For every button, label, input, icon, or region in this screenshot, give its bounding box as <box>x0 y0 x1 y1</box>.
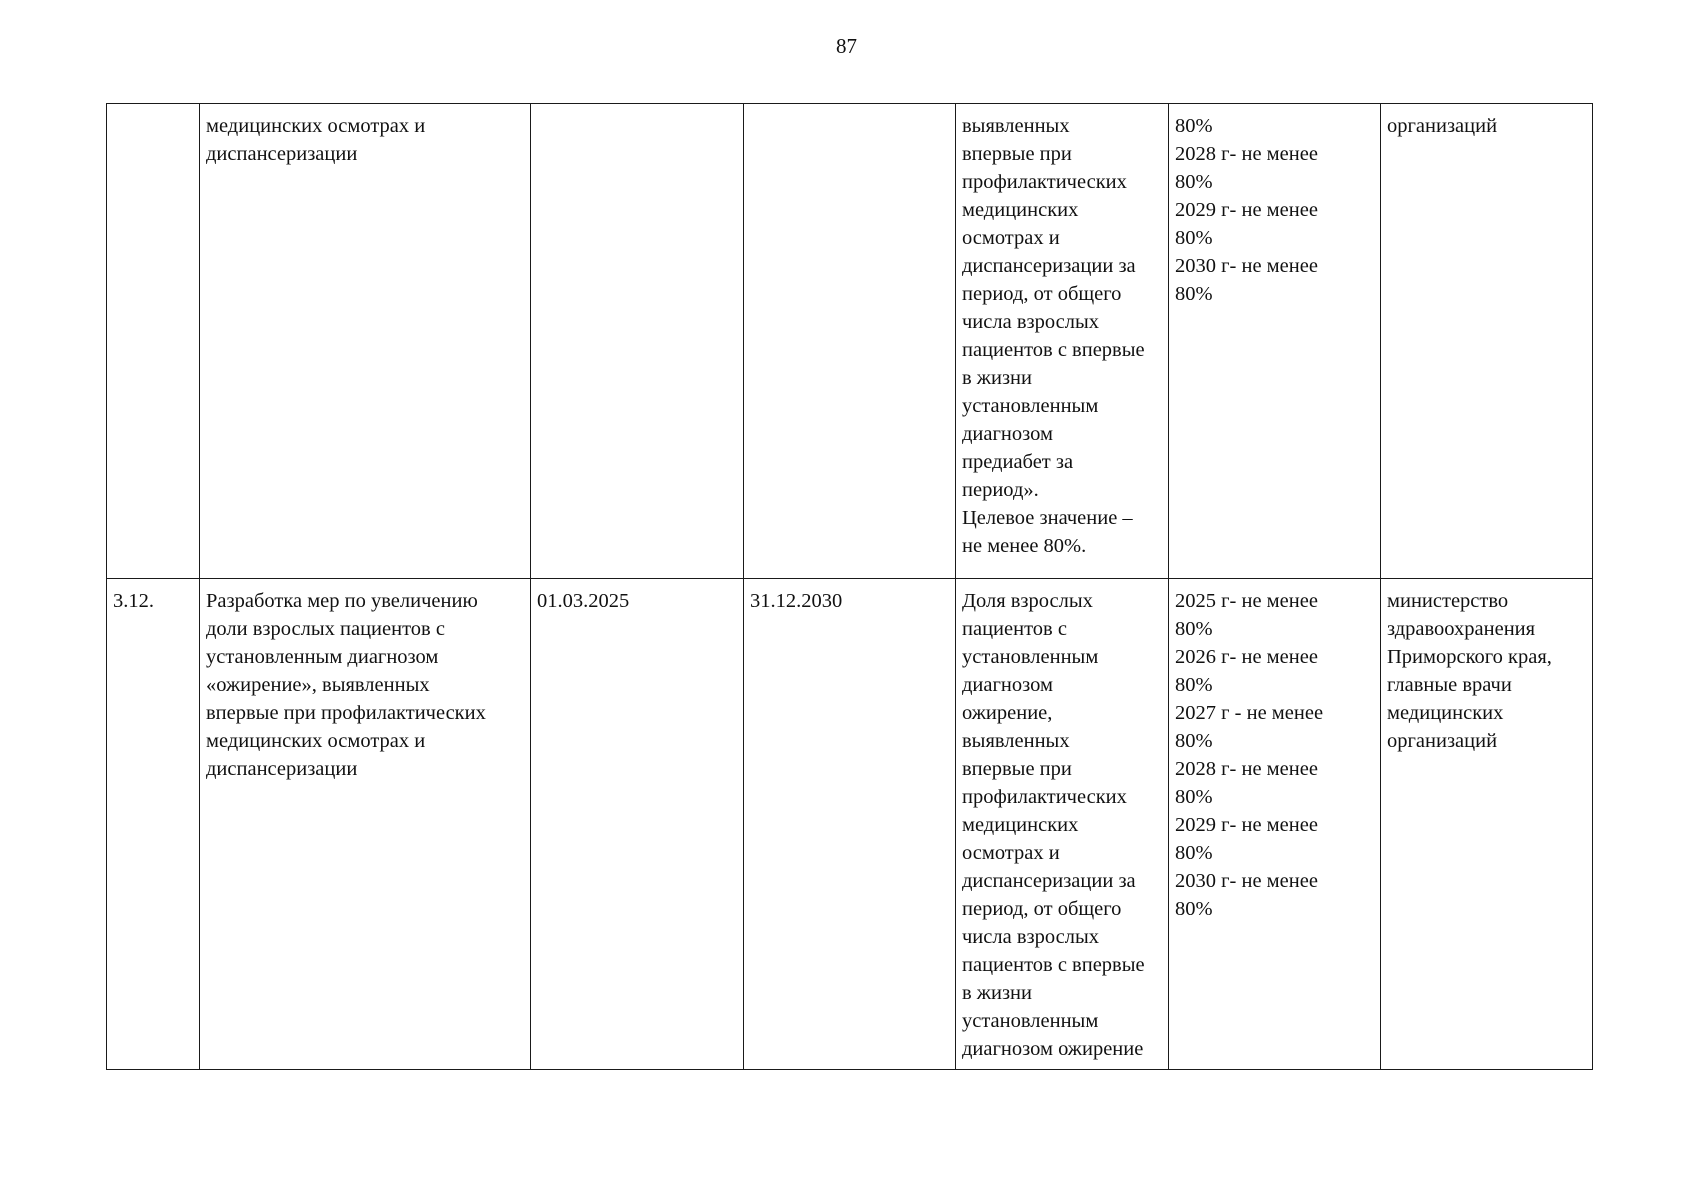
cell-text-line: впервые при <box>962 143 1072 165</box>
cell-text-line: 2028 г- не менее <box>1175 758 1318 780</box>
cell-text-line: диспансеризации <box>206 143 358 165</box>
cell-text-line: период». <box>962 479 1039 501</box>
cell-text-line: выявленных <box>962 115 1070 137</box>
cell-end-date: 31.12.2030 <box>744 579 956 1070</box>
cell-text-line: профилактических <box>962 786 1127 808</box>
cell-text-line: 2026 г- не менее <box>1175 646 1318 668</box>
cell-text-line: 80% <box>1175 115 1213 137</box>
cell-measure <box>200 579 531 1070</box>
cell-text-line: 80% <box>1175 227 1213 249</box>
cell-start-date <box>531 104 744 579</box>
cell-text-line: выявленных <box>962 730 1070 752</box>
cell-text-line: 80% <box>1175 842 1213 864</box>
cell-indicator <box>956 104 1169 579</box>
table-row <box>107 104 1593 579</box>
cell-text-line: 80% <box>1175 786 1213 808</box>
cell-end-date <box>744 104 956 579</box>
cell-target-values <box>1169 104 1381 579</box>
cell-text-line: диагнозом ожирение <box>962 1038 1144 1060</box>
cell-text-line: Приморского края, <box>1387 646 1552 668</box>
cell-text-line: 2030 г- не менее <box>1175 255 1318 277</box>
cell-text-line: Целевое значение – <box>962 507 1133 529</box>
cell-text-line: диспансеризации <box>206 758 358 780</box>
cell-text-line: установленным диагнозом <box>206 646 439 668</box>
cell-text-line: Доля взрослых <box>962 590 1093 612</box>
cell-text-line: организаций <box>1387 115 1498 137</box>
cell-text-line: 2028 г- не менее <box>1175 143 1318 165</box>
cell-text-line: 2025 г- не менее <box>1175 590 1318 612</box>
cell-text-line: медицинских осмотрах и <box>206 115 426 137</box>
cell-indicator <box>956 579 1169 1070</box>
cell-text-line: медицинских осмотрах и <box>206 730 426 752</box>
cell-text-line: диспансеризации за <box>962 255 1136 277</box>
cell-text-line: предиабет за <box>962 451 1074 473</box>
cell-text-line: 80% <box>1175 283 1213 305</box>
cell-text-line: медицинских <box>962 814 1079 836</box>
cell-text-line: пациентов с впервые <box>962 339 1145 361</box>
cell-start-date: 01.03.2025 <box>531 579 744 1070</box>
cell-text-line: 2027 г - не менее <box>1175 702 1324 724</box>
cell-text-line: 80% <box>1175 674 1213 696</box>
cell-measure <box>200 104 531 579</box>
cell-text-line: 2029 г- не менее <box>1175 199 1318 221</box>
cell-text-line: диагнозом <box>962 674 1053 696</box>
cell-text-line: 80% <box>1175 898 1213 920</box>
cell-text-line: здравоохранения <box>1387 618 1536 640</box>
cell-text-line: в жизни <box>962 982 1032 1004</box>
cell-responsible <box>1381 579 1593 1070</box>
cell-text-line: установленным <box>962 646 1099 668</box>
plan-table <box>106 103 1593 1070</box>
cell-text-line: 2029 г- не менее <box>1175 814 1318 836</box>
cell-text-line: осмотрах и <box>962 842 1060 864</box>
cell-text-line: не менее 80%. <box>962 535 1087 557</box>
cell-text-line: медицинских <box>962 199 1079 221</box>
cell-text-line: организаций <box>1387 730 1498 752</box>
page-number: 87 <box>836 34 857 58</box>
cell-text-line: период, от общего <box>962 283 1122 305</box>
cell-text-line: министерство <box>1387 590 1509 612</box>
cell-text-line: установленным <box>962 1010 1099 1032</box>
cell-text-line: впервые при <box>962 758 1072 780</box>
cell-text-line: профилактических <box>962 171 1127 193</box>
cell-text-line: Разработка мер по увеличению <box>206 590 478 612</box>
cell-text-line: 80% <box>1175 171 1213 193</box>
cell-text-line: пациентов с впервые <box>962 954 1145 976</box>
cell-text-line: «ожирение», выявленных <box>206 674 430 696</box>
cell-text-line: главные врачи <box>1387 674 1512 696</box>
cell-text-line: впервые при профилактических <box>206 702 486 724</box>
cell-text-line: медицинских <box>1387 702 1504 724</box>
cell-text-line: осмотрах и <box>962 227 1060 249</box>
table-row <box>107 579 1593 1070</box>
cell-text-line: диагнозом <box>962 423 1053 445</box>
cell-text-line: доли взрослых пациентов с <box>206 618 445 640</box>
cell-text-line: в жизни <box>962 367 1032 389</box>
cell-number: 3.12. <box>107 579 200 1070</box>
cell-target-values <box>1169 579 1381 1070</box>
cell-text-line: числа взрослых <box>962 311 1099 333</box>
cell-text-line: 80% <box>1175 730 1213 752</box>
cell-text-line: ожирение, <box>962 702 1053 724</box>
cell-number <box>107 104 200 579</box>
cell-text-line: пациентов с <box>962 618 1067 640</box>
cell-text-line: период, от общего <box>962 898 1122 920</box>
cell-text-line: 2030 г- не менее <box>1175 870 1318 892</box>
cell-text-line: 80% <box>1175 618 1213 640</box>
cell-text-line: числа взрослых <box>962 926 1099 948</box>
cell-text-line: диспансеризации за <box>962 870 1136 892</box>
cell-text-line: установленным <box>962 395 1099 417</box>
cell-responsible <box>1381 104 1593 579</box>
